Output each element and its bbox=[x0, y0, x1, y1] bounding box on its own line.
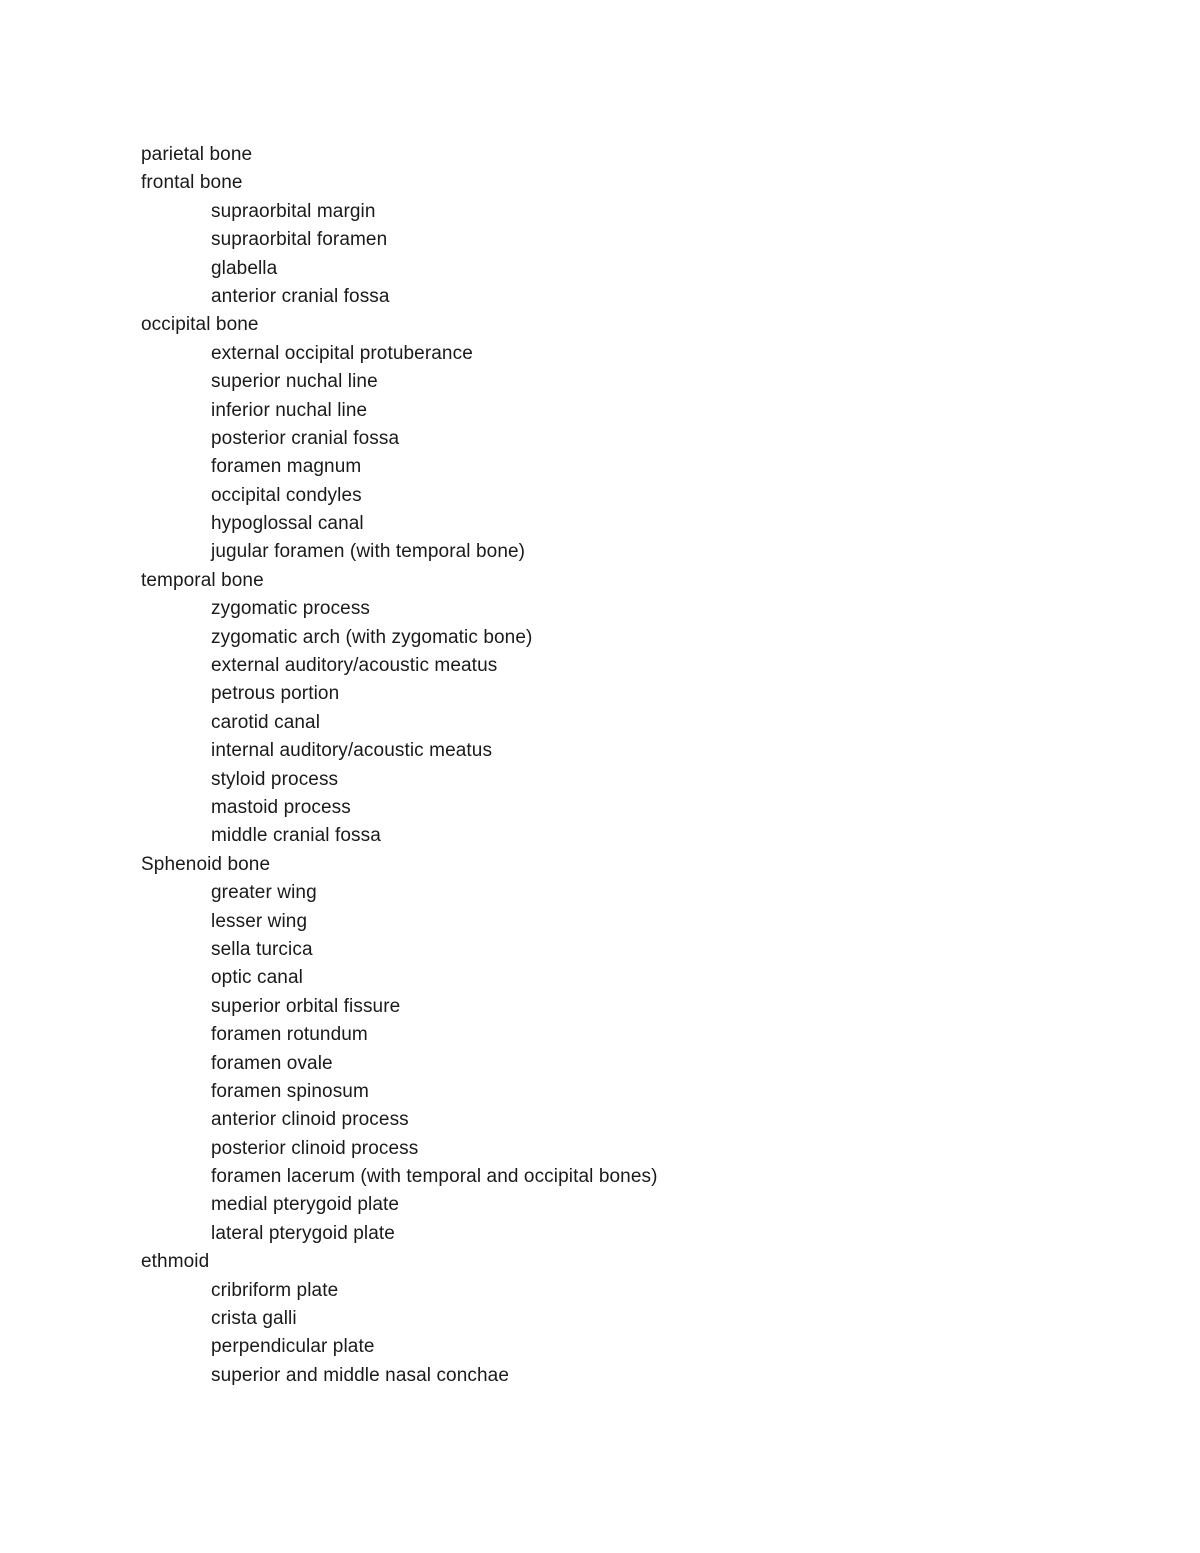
bone-feature-item: carotid canal bbox=[211, 711, 321, 733]
bone-heading-item: temporal bone bbox=[141, 569, 264, 591]
bone-feature-item: cribriform plate bbox=[211, 1279, 339, 1301]
bone-feature-item: petrous portion bbox=[211, 683, 340, 705]
bone-feature-item: anterior cranial fossa bbox=[211, 285, 390, 307]
bone-feature-item: occipital condyles bbox=[211, 484, 362, 506]
bone-feature-item: foramen spinosum bbox=[211, 1080, 369, 1102]
bone-feature-item: foramen rotundum bbox=[211, 1024, 368, 1046]
bone-feature-item: superior and middle nasal conchae bbox=[211, 1364, 509, 1386]
bone-feature-item: perpendicular plate bbox=[211, 1336, 375, 1358]
bone-feature-item: foramen ovale bbox=[211, 1052, 333, 1074]
bone-feature-item: mastoid process bbox=[211, 796, 351, 818]
bone-feature-item: lateral pterygoid plate bbox=[211, 1222, 395, 1244]
bone-heading-item: parietal bone bbox=[141, 144, 253, 165]
bone-feature-item: hypoglossal canal bbox=[211, 513, 364, 535]
bone-feature-item: superior orbital fissure bbox=[211, 995, 401, 1017]
bone-feature-item: styloid process bbox=[211, 768, 339, 790]
bone-feature-item: greater wing bbox=[211, 882, 317, 904]
bone-heading-item: frontal bone bbox=[141, 172, 243, 194]
bone-feature-item: external auditory/acoustic meatus bbox=[211, 655, 498, 677]
bone-feature-item: superior nuchal line bbox=[211, 371, 378, 393]
bone-feature-item: foramen magnum bbox=[211, 456, 362, 478]
bone-heading-item: occipital bone bbox=[141, 314, 259, 336]
bone-feature-item: lesser wing bbox=[211, 910, 308, 932]
bone-heading-item: ethmoid bbox=[141, 1251, 210, 1273]
bone-feature-item: crista galli bbox=[211, 1308, 297, 1330]
bone-feature-item: optic canal bbox=[211, 967, 303, 989]
bone-feature-item: zygomatic process bbox=[211, 598, 371, 620]
bone-feature-item: supraorbital margin bbox=[211, 200, 376, 222]
bone-feature-item: zygomatic arch (with zygomatic bone) bbox=[211, 626, 533, 648]
bone-feature-item: jugular foramen (with temporal bone) bbox=[211, 541, 526, 563]
bone-feature-item: external occipital protuberance bbox=[211, 342, 473, 364]
bone-feature-item: glabella bbox=[211, 257, 278, 279]
bone-feature-item: internal auditory/acoustic meatus bbox=[211, 740, 493, 762]
bone-feature-item: supraorbital foramen bbox=[211, 229, 388, 251]
bone-feature-item: medial pterygoid plate bbox=[211, 1194, 400, 1216]
bone-heading-item: Sphenoid bone bbox=[141, 853, 271, 875]
bone-feature-item: middle cranial fossa bbox=[211, 825, 381, 847]
bone-feature-item: posterior cranial fossa bbox=[211, 427, 400, 449]
bone-outline-list bbox=[141, 141, 658, 1390]
bone-feature-item: foramen lacerum (with temporal and occipital bones) bbox=[211, 1166, 658, 1188]
bone-feature-item: sella turcica bbox=[211, 938, 313, 960]
bone-feature-item: anterior clinoid process bbox=[211, 1109, 409, 1131]
bone-feature-item: posterior clinoid process bbox=[211, 1137, 419, 1159]
bone-feature-item: inferior nuchal line bbox=[211, 399, 368, 421]
